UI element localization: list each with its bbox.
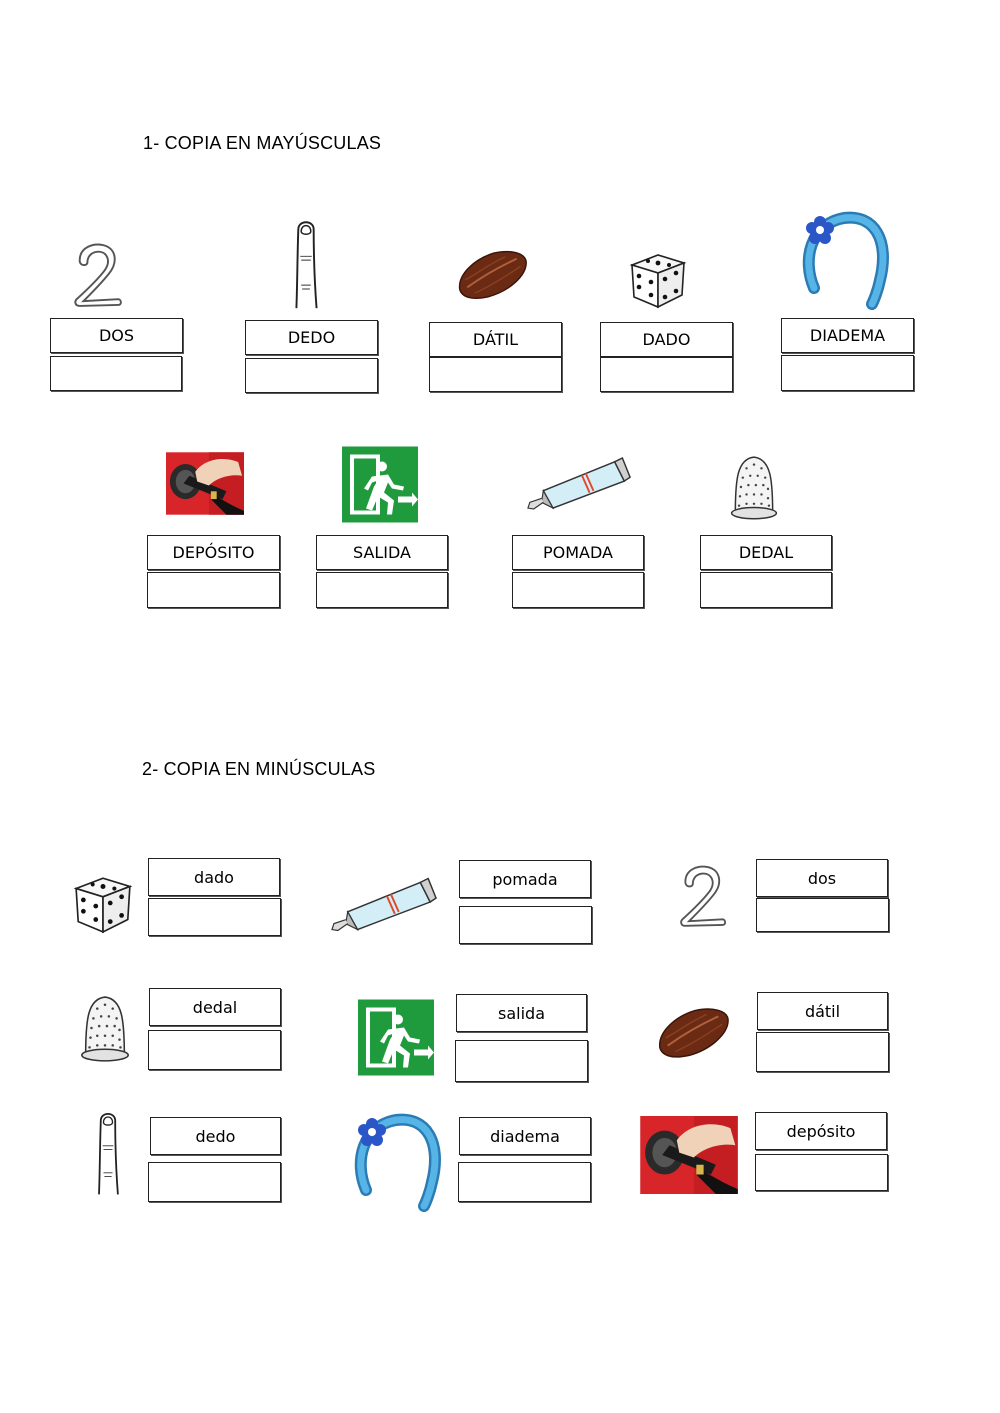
word-box-dedo-lower: dedo (150, 1117, 281, 1155)
ointment-tube-icon (526, 452, 632, 514)
headband-icon (800, 210, 890, 310)
word-box-pomada-lower: pomada (459, 860, 591, 898)
answer-field-diadema[interactable] (781, 355, 914, 391)
section-1-heading: 1- COPIA EN MAYÚSCULAS (143, 133, 382, 153)
answer-field-dos[interactable] (50, 356, 182, 391)
exit-sign-icon (342, 446, 418, 523)
word-box-dado: DADO (600, 322, 733, 357)
word-box-salida: SALIDA (316, 535, 448, 570)
answer-field-pomada-lower[interactable] (459, 906, 592, 944)
answer-field-dedo[interactable] (245, 358, 378, 393)
exit-sign-icon (358, 999, 434, 1076)
fuel-tank-icon (166, 452, 244, 515)
answer-field-dedo-lower[interactable] (148, 1162, 281, 1202)
answer-field-datil-lower[interactable] (756, 1032, 889, 1072)
answer-field-diadema-lower[interactable] (458, 1162, 591, 1202)
answer-field-dos-lower[interactable] (756, 898, 889, 932)
answer-field-pomada[interactable] (512, 572, 644, 608)
word-box-datil-lower: dátil (757, 992, 888, 1030)
answer-field-dado[interactable] (600, 357, 733, 392)
answer-field-datil[interactable] (429, 357, 562, 392)
word-box-dado-lower: dado (148, 858, 280, 896)
ointment-tube-icon (330, 872, 438, 936)
word-box-dos: DOS (50, 318, 183, 353)
word-box-deposito-lower: depósito (755, 1112, 887, 1150)
date-fruit-icon (654, 1000, 732, 1064)
dice-icon (628, 248, 688, 310)
word-box-salida-lower: salida (456, 994, 587, 1032)
answer-field-salida[interactable] (316, 572, 448, 608)
word-box-dedo: DEDO (245, 320, 378, 355)
headband-icon (352, 1112, 442, 1212)
word-box-dedal-lower: dedal (149, 988, 281, 1026)
word-box-deposito: DEPÓSITO (147, 535, 280, 570)
dice-icon (72, 870, 134, 936)
thimble-icon (726, 450, 782, 524)
finger-icon (286, 216, 326, 312)
finger-icon (90, 1106, 126, 1200)
section-2-heading: 2- COPIA EN MINÚSCULAS (142, 759, 376, 779)
answer-field-dedal-lower[interactable] (148, 1030, 281, 1070)
word-box-datil: DÁTIL (429, 322, 562, 357)
answer-field-salida-lower[interactable] (455, 1040, 588, 1082)
word-box-diadema-lower: diadema (459, 1117, 591, 1155)
word-box-dedal: DEDAL (700, 535, 832, 570)
word-box-dos-lower: dos (756, 859, 888, 897)
word-box-pomada: POMADA (512, 535, 644, 570)
fuel-tank-icon (640, 1116, 738, 1194)
word-box-diadema: DIADEMA (781, 318, 914, 353)
answer-field-deposito[interactable] (147, 572, 280, 608)
number-two-icon (70, 240, 128, 310)
thimble-icon (76, 990, 134, 1066)
number-two-icon (676, 862, 732, 930)
date-fruit-icon (454, 243, 530, 305)
answer-field-dado-lower[interactable] (148, 898, 281, 936)
answer-field-dedal[interactable] (700, 572, 832, 608)
answer-field-deposito-lower[interactable] (755, 1154, 888, 1191)
